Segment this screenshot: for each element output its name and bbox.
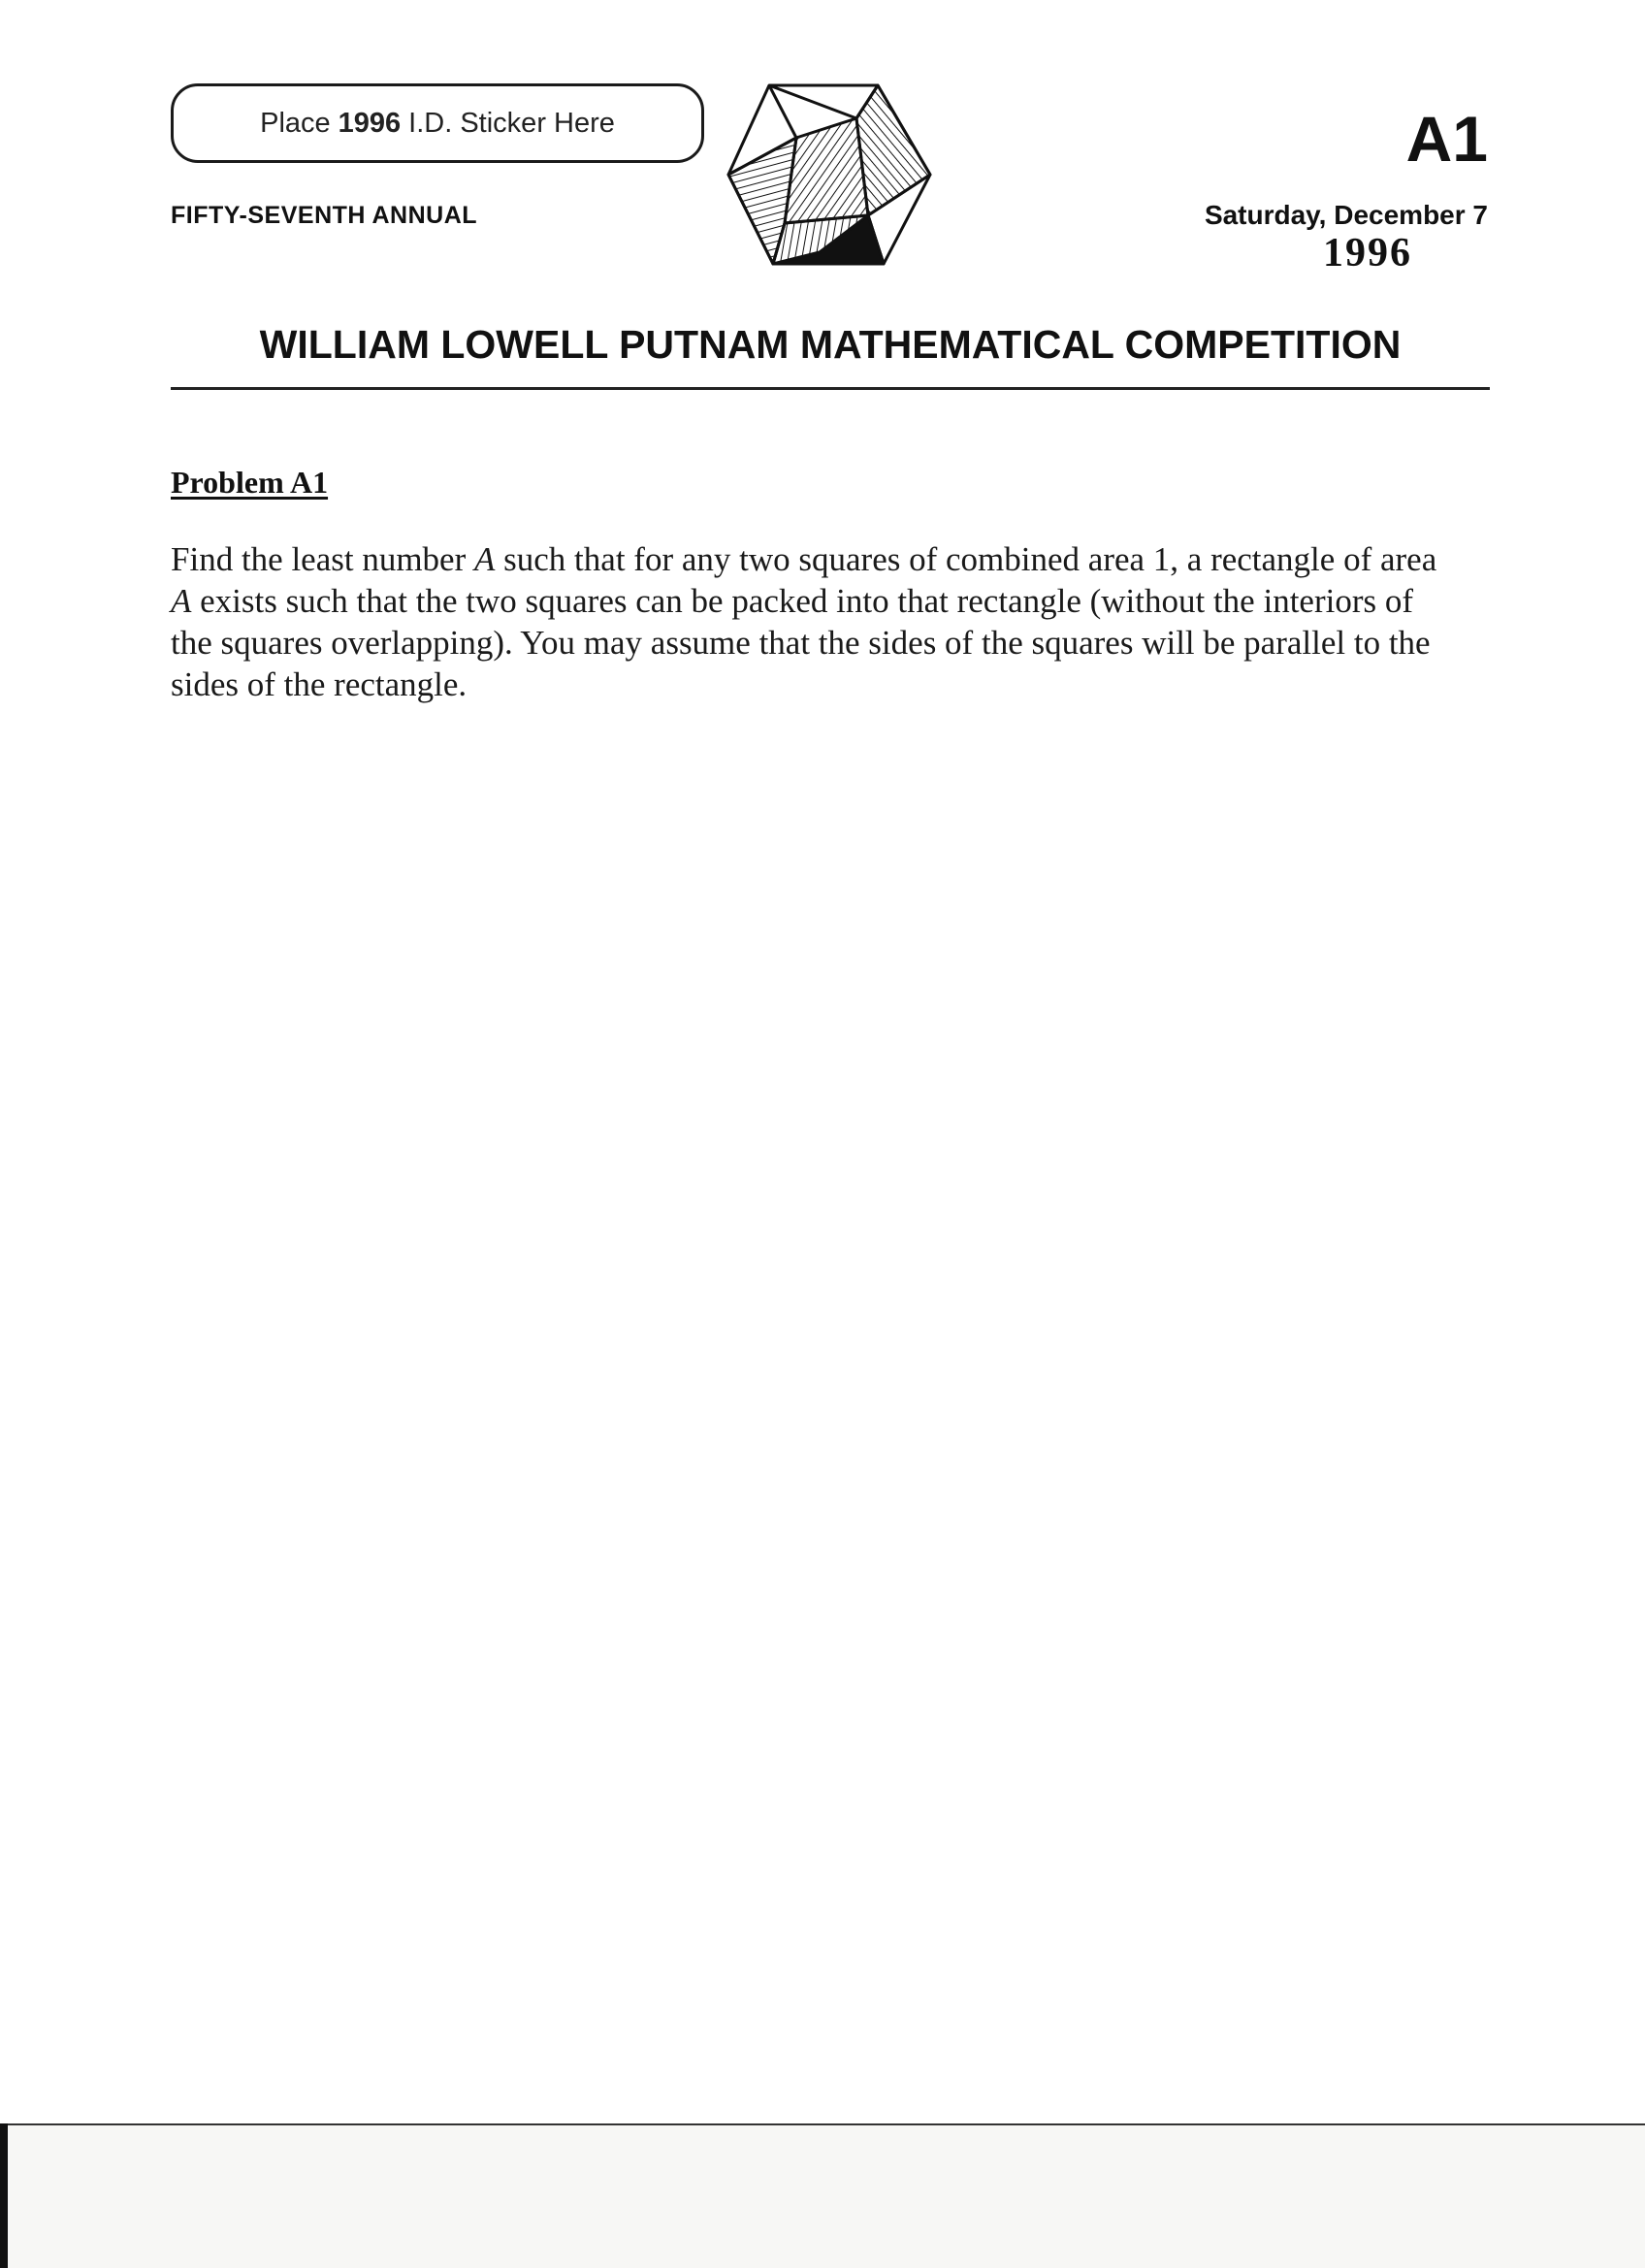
problem-line: sides of the rectangle. — [171, 665, 468, 703]
problem-line: the squares overlapping). You may assume that the sides of the squares will be parallel to the — [171, 624, 1431, 662]
sticker-year: 1996 — [338, 107, 402, 139]
exam-date: Saturday, December 7 — [1204, 200, 1488, 230]
problem-statement — [171, 538, 1492, 705]
problem-line: A exists such that the two squares can be packed into that rectangle (without the interiors of — [171, 582, 1414, 620]
sticker-prefix: Place — [260, 107, 331, 139]
variable-a: A — [474, 540, 496, 578]
lower-page-area — [8, 2125, 1645, 2268]
title-divider — [171, 387, 1490, 390]
exam-code: A1 — [1405, 103, 1488, 175]
competition-title: WILLIAM LOWELL PUTNAM MATHEMATICAL COMPETITION — [259, 322, 1402, 367]
sticker-suffix: I.D. Sticker Here — [408, 107, 615, 139]
annual-label: FIFTY-SEVENTH ANNUAL — [171, 202, 478, 229]
problem-heading: Problem A1 — [171, 465, 329, 500]
page-fold-line — [0, 2123, 1645, 2125]
problem-line: Find the least number A such that for any two squares of combined area 1, a rectangle of area — [171, 540, 1437, 578]
exam-year: 1996 — [1323, 231, 1412, 275]
id-sticker-box — [171, 83, 704, 163]
variable-a: A — [171, 582, 192, 620]
scan-edge-bar — [0, 2123, 8, 2268]
putnam-polyhedron-logo-icon — [723, 80, 936, 270]
